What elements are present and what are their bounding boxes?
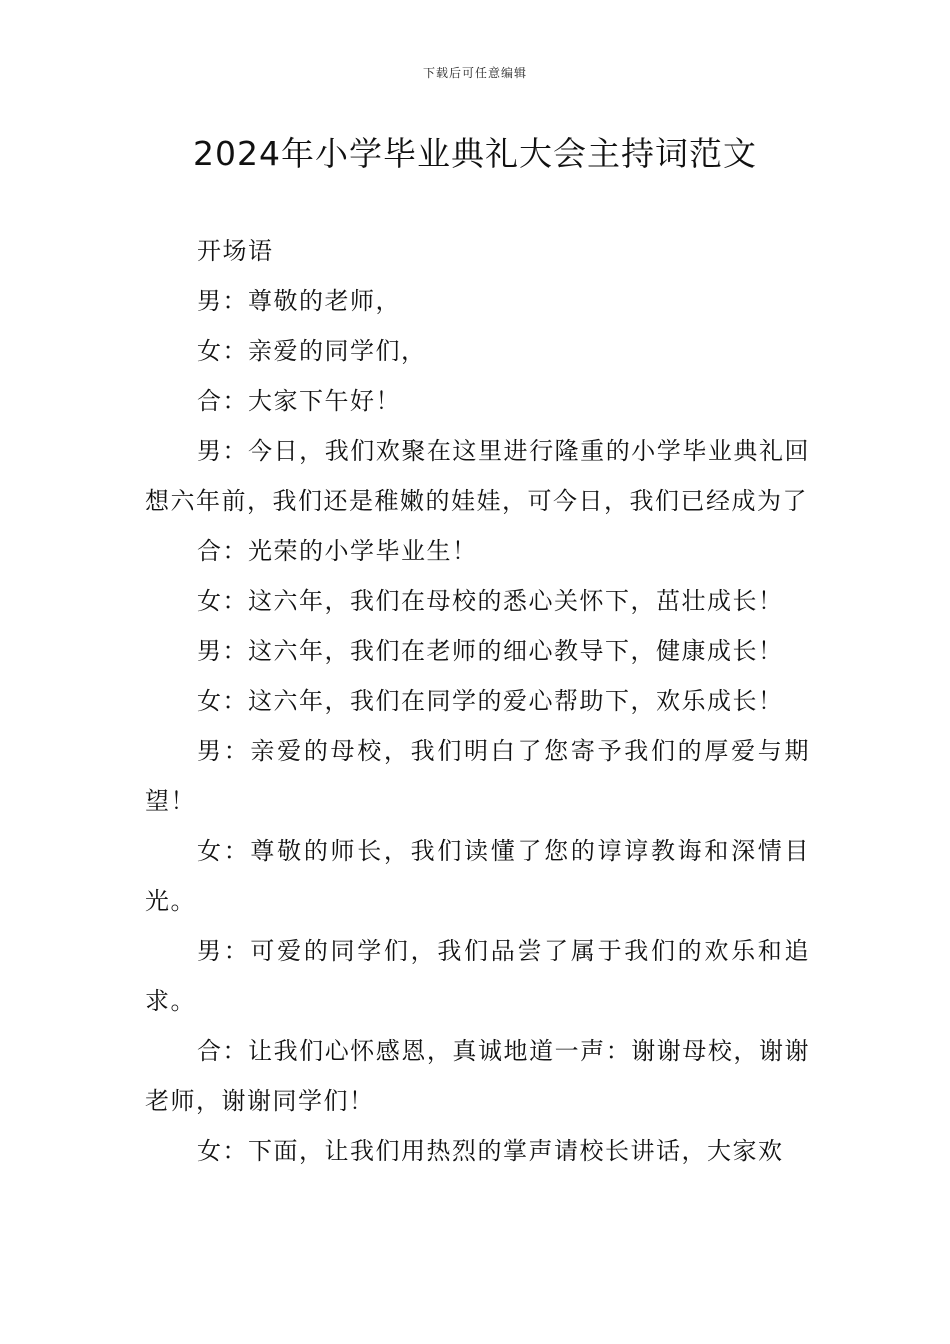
paragraph: 男：这六年，我们在老师的细心教导下，健康成长！ [197,637,784,665]
paragraph: 男：尊敬的老师， [197,287,401,315]
paragraph: 女：亲爱的同学们， [197,337,427,365]
header-note: 下载后可任意编辑 [422,66,527,80]
paragraph: 合：光荣的小学毕业生！ [197,537,478,565]
paragraph: 男：今日，我们欢聚在这里进行隆重的小学毕业典礼回想六年前，我们还是稚嫩的娃娃，可今日，我们已经成为了 [145,437,810,515]
paragraph: 女：这六年，我们在同学的爱心帮助下，欢乐成长！ [197,687,784,715]
paragraph: 合：大家下午好！ [197,387,401,415]
paragraph: 女：这六年，我们在母校的悉心关怀下，茁壮成长！ [197,587,784,615]
paragraph: 男：亲爱的母校，我们明白了您寄予我们的厚爱与期望！ [145,737,810,815]
paragraph-opening: 开场语 [197,237,274,265]
paragraph: 女：尊敬的师长，我们读懂了您的谆谆教诲和深情目光。 [145,837,810,915]
document-title: 2024年小学毕业典礼大会主持词范文 [193,134,757,173]
paragraph: 合：让我们心怀感恩，真诚地道一声：谢谢母校，谢谢老师，谢谢同学们！ [145,1037,810,1115]
paragraph: 女：下面，让我们用热烈的掌声请校长讲话，大家欢 [197,1137,784,1165]
document-body [145,226,810,1176]
paragraph: 男：可爱的同学们，我们品尝了属于我们的欢乐和追求。 [145,937,810,1015]
